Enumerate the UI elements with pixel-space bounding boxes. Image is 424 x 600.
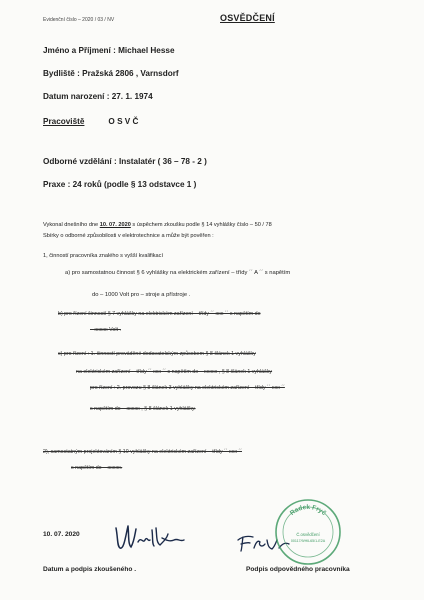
birth-date-field: Datum narození : 27. 1. 1974	[43, 92, 153, 101]
qualification-field: Odborné vzdělání : Instalatér ( 36 – 78 - 2 )	[43, 157, 207, 166]
exam-statement-post: s úspěchem zkoušku podle § 14 vyhlášky číslo – 50 / 78	[132, 222, 272, 228]
item-a-line1: a) pro samostatnou činnost § 6 vyhlášky na elektrickém zařízení – třídy ´´ A ´´ s napětím	[65, 270, 291, 276]
stamp-name: Radek Fryč	[288, 503, 328, 517]
exam-statement	[43, 222, 272, 228]
official-stamp	[273, 492, 343, 568]
workplace-field	[43, 117, 138, 126]
responsible-signature-label: Podpis odpovědného pracovníka	[246, 566, 350, 573]
examinee-signature-label: Datum a podpis zkoušeného .	[43, 566, 137, 573]
section-2-line1-struck: 2), samostatným projektováním § 10 vyhlášky na elektrickém zařízení – třídy ´´ xxx ´´	[43, 449, 242, 455]
item-b-line2-struck: – xxxxx Volt .	[90, 327, 121, 333]
examinee-signature	[112, 520, 190, 554]
signature-date: 10. 07. 2020	[43, 531, 80, 538]
address-field: Bydliště : Pražská 2806 , Varnsdorf	[43, 69, 179, 78]
section-1-heading: 1, činností pracovníka znalého s vyšší kvalifikací	[43, 253, 164, 259]
exam-date: 10. 07. 2020	[99, 222, 131, 228]
item-c-line2-struck: na elektrickém zařízení – třídy ´´ xxx ´´ s napětím do – xxxxx , § 8 článek 1 vyhlášky	[76, 369, 273, 375]
stamp-line1: Č.osvědčení	[296, 532, 320, 537]
item-b-line1-struck: b) pro řízení činností § 7 vyhlášky na elektrickém zařízení – třídy ´´ xxx ´´ s napětím do	[58, 311, 261, 317]
stamp-line2: 00117/9/HIL65/1-E2A	[290, 539, 326, 543]
evidence-number: Evidenční číslo – 2020 / 03 / NV	[43, 17, 115, 23]
item-c-line1-struck: c) pro řízení : 1. činností prováděné dodavatelským způsobem § 8 článek 1 vyhlášky	[58, 351, 256, 357]
workplace-label: Pracoviště	[43, 117, 85, 126]
exam-statement-line2: Sbírky o odborné způsobilosti v elektrotechnice a může být pověřen :	[43, 233, 214, 239]
document-title: OSVĚDČENÍ	[220, 13, 275, 23]
workplace-value: O S V Č	[108, 117, 139, 126]
practice-field: Praxe : 24 roků (podle § 13 odstavce 1 )	[43, 180, 197, 189]
item-c-line3-struck: pro řízení : 2. provozu § 8 článek 3 vyhlášky na elektrickém zařízení – třídy ´´ xxx ´´	[90, 385, 285, 391]
item-a-line2: do – 1000 Volt pro – stroje a přístroje .	[92, 292, 191, 298]
section-2-line2-struck: s napětím do – xxxxx.	[71, 465, 123, 471]
exam-statement-pre: Vykonal dnešního dne	[43, 222, 99, 228]
name-field: Jméno a Příjmení : Michael Hesse	[43, 46, 175, 55]
item-c-line4-struck: s napětím do – xxxxx , § 8 článek 1 vyhlášky.	[90, 406, 196, 412]
